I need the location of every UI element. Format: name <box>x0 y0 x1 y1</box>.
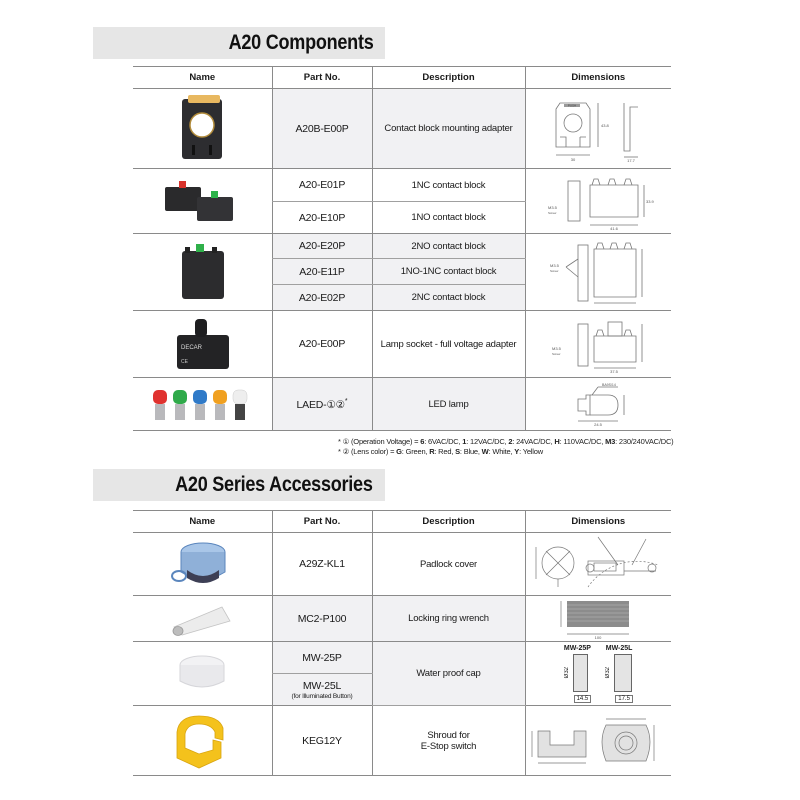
mounting-adapter-icon <box>172 93 232 165</box>
part-no-cell: A29Z-KL1 <box>272 533 372 596</box>
dimension-drawing-cell <box>525 234 671 311</box>
footnote-val: : Red, <box>434 447 456 456</box>
description-cell: Contact block mounting adapter <box>372 89 525 169</box>
svg-text:CE: CE <box>181 359 189 365</box>
double-contact-block-dimension-drawing <box>538 237 658 307</box>
led-lamp-dimension-drawing <box>538 381 658 427</box>
water-proof-cap-image <box>133 642 272 706</box>
mounting-adapter-dimension-drawing <box>538 95 658 163</box>
svg-text:Screw: Screw <box>552 352 561 356</box>
svg-text:37.5: 37.5 <box>610 369 619 374</box>
double-contact-block-icon <box>172 239 232 305</box>
mw-25l-drawing <box>605 645 633 703</box>
table-row <box>133 533 671 596</box>
locking-ring-wrench-image <box>133 596 272 642</box>
mw-25p-drawing <box>564 645 592 703</box>
part-no-cell: KEG12Y <box>272 706 372 776</box>
part-no-cell: A20-E20P <box>272 234 372 259</box>
svg-text:41.6: 41.6 <box>610 226 619 231</box>
section-title-components <box>93 27 385 59</box>
header-name: Name <box>133 67 272 89</box>
footnote-key: H <box>554 437 560 446</box>
width-label: 14.5 <box>574 695 592 703</box>
svg-text:24.5: 24.5 <box>594 422 603 427</box>
part-note: (for Illuminated Button) <box>291 692 353 700</box>
table-row <box>133 378 671 431</box>
lamp-socket-image <box>133 311 272 378</box>
header-name: Name <box>133 511 272 533</box>
description-cell: 1NO contact block <box>372 202 525 234</box>
table-header-row <box>133 67 671 89</box>
description-cell: 1NO-1NC contact block <box>372 259 525 285</box>
section-title-text: A20 Series Accessories <box>175 473 373 496</box>
contact-block-dimension-drawing <box>538 171 658 231</box>
footnote-key: M3 <box>605 437 616 446</box>
padlock-cover-image <box>133 533 272 596</box>
svg-text:PUSH: PUSH <box>568 103 577 107</box>
locking-ring-wrench-icon <box>162 601 242 637</box>
svg-text:M3.5: M3.5 <box>552 346 562 351</box>
dimension-drawing-cell <box>525 596 671 642</box>
cap-profile-shape <box>614 654 632 692</box>
footnote-val: : 110VAC/DC, <box>559 437 606 446</box>
double-contact-block-image <box>133 234 272 311</box>
footnote-prefix: * ② (Lens color) = <box>338 447 397 456</box>
components-table <box>133 66 671 431</box>
locking-ring-wrench-dimension-drawing <box>553 598 643 640</box>
part-no-cell: A20-E10P <box>272 202 372 234</box>
svg-text:DECAR: DECAR <box>181 345 203 351</box>
dimension-drawing-cell <box>525 378 671 431</box>
header-description: Description <box>372 511 525 533</box>
drawing-title: MW-25P <box>563 644 591 652</box>
padlock-cover-icon <box>167 536 237 592</box>
description-cell: 2NC contact block <box>372 285 525 311</box>
footnote-key: R <box>429 447 435 456</box>
footnote-marker: * <box>344 397 348 405</box>
dimension-drawing-cell <box>525 311 671 378</box>
contact-block-mounting-adapter-image <box>133 89 272 169</box>
contact-blocks-icon <box>157 177 247 225</box>
footnote-val: : 230/240VAC/DC) <box>615 437 674 446</box>
svg-text:43.8: 43.8 <box>601 122 610 128</box>
footnote-key: 1 <box>462 437 467 446</box>
dimension-drawing-cell <box>525 642 671 706</box>
footnote-key: S <box>455 447 460 456</box>
description-cell: Water proof cap <box>372 642 525 706</box>
description-line: E-Stop switch <box>420 740 477 752</box>
part-no-cell: A20-E11P <box>272 259 372 285</box>
table-row <box>133 89 671 169</box>
description-cell: LED lamp <box>372 378 525 431</box>
description-cell: 2NO contact block <box>372 234 525 259</box>
table-row <box>133 596 671 642</box>
part-no-text: MW-25L <box>302 679 342 692</box>
estop-shroud-dimension-drawing <box>528 711 668 771</box>
water-proof-cap-icon <box>172 651 232 697</box>
header-part-no: Part No. <box>272 511 372 533</box>
description-cell <box>372 706 525 776</box>
svg-text:30: 30 <box>571 156 576 162</box>
dimension-drawing-cell <box>525 533 671 596</box>
svg-text:17.7: 17.7 <box>627 157 636 163</box>
header-description: Description <box>372 67 525 89</box>
dimension-label: 100 <box>594 634 602 640</box>
part-no-cell: A20-E00P <box>272 311 372 378</box>
header-dimensions: Dimensions <box>525 511 671 533</box>
svg-text:M3.5: M3.5 <box>548 205 558 210</box>
section-title-text: A20 Components <box>228 31 373 54</box>
diameter-label: Ø32 <box>563 666 570 679</box>
part-no-cell: A20-E01P <box>272 169 372 202</box>
table-header-row <box>133 511 671 533</box>
footnote-val: : Blue, <box>459 447 482 456</box>
description-cell: Locking ring wrench <box>372 596 525 642</box>
section-title-accessories <box>93 469 385 501</box>
estop-shroud-image <box>133 706 272 776</box>
water-proof-cap-dimensions <box>528 645 670 703</box>
lamp-socket-dimension-drawing <box>538 314 658 374</box>
svg-text:Screw: Screw <box>550 269 559 273</box>
header-dimensions: Dimensions <box>525 67 671 89</box>
dimension-drawing-cell <box>525 706 671 776</box>
part-no-cell: A20-E02P <box>272 285 372 311</box>
estop-shroud-icon <box>169 710 235 772</box>
description-line: Shroud for <box>427 729 470 741</box>
svg-text:BA9S/14: BA9S/14 <box>602 383 617 387</box>
footnote-key: W <box>481 447 489 456</box>
description-cell: 1NC contact block <box>372 169 525 202</box>
part-no-cell: MW-25P <box>272 642 372 674</box>
footnote-key: Y <box>514 447 520 456</box>
part-no-cell: A20B-E00P <box>272 89 372 169</box>
header-part-no: Part No. <box>272 67 372 89</box>
led-lamps-icon <box>147 384 257 424</box>
lamp-socket-icon <box>167 315 237 373</box>
part-no-cell <box>272 674 372 706</box>
drawing-title: MW-25L <box>605 644 633 652</box>
part-no-text: LAED-①② <box>296 398 345 411</box>
contact-blocks-image <box>133 169 272 234</box>
footnote-val: : Green, <box>401 447 430 456</box>
footnote-key: 6 <box>420 437 425 446</box>
footnote-val: : Yellow <box>519 447 543 456</box>
led-lamps-image <box>133 378 272 431</box>
table-row <box>133 642 671 674</box>
footnote-key: G <box>396 447 402 456</box>
width-label: 17.5 <box>615 695 633 703</box>
table-row <box>133 706 671 776</box>
footnote-lens-color <box>338 447 678 457</box>
svg-text:33.9: 33.9 <box>646 199 655 204</box>
dimension-drawing-cell <box>525 169 671 234</box>
table-row <box>133 234 671 259</box>
table-row <box>133 311 671 378</box>
footnote-key: 2 <box>508 437 513 446</box>
footnote-operation-voltage <box>338 437 678 447</box>
footnote-val: : 24VAC/DC, <box>512 437 555 446</box>
footnote-val: : White, <box>488 447 515 456</box>
svg-text:Screw: Screw <box>548 211 557 215</box>
footnotes <box>338 437 678 457</box>
cap-profile-shape <box>573 654 588 692</box>
description-cell: Lamp socket - full voltage adapter <box>372 311 525 378</box>
diameter-label: Ø32 <box>605 666 612 679</box>
footnote-val: : 6VAC/DC, <box>424 437 463 446</box>
table-row <box>133 169 671 202</box>
footnote-val: : 12VAC/DC, <box>466 437 509 446</box>
padlock-cover-dimension-drawing <box>528 535 668 593</box>
description-cell: Padlock cover <box>372 533 525 596</box>
svg-text:M3.5: M3.5 <box>550 263 560 268</box>
part-no-cell <box>272 378 372 431</box>
dimension-drawing-cell <box>525 89 671 169</box>
footnote-prefix: * ① (Operation Voltage) = <box>338 437 421 446</box>
accessories-table <box>133 510 671 776</box>
part-no-cell: MC2-P100 <box>272 596 372 642</box>
